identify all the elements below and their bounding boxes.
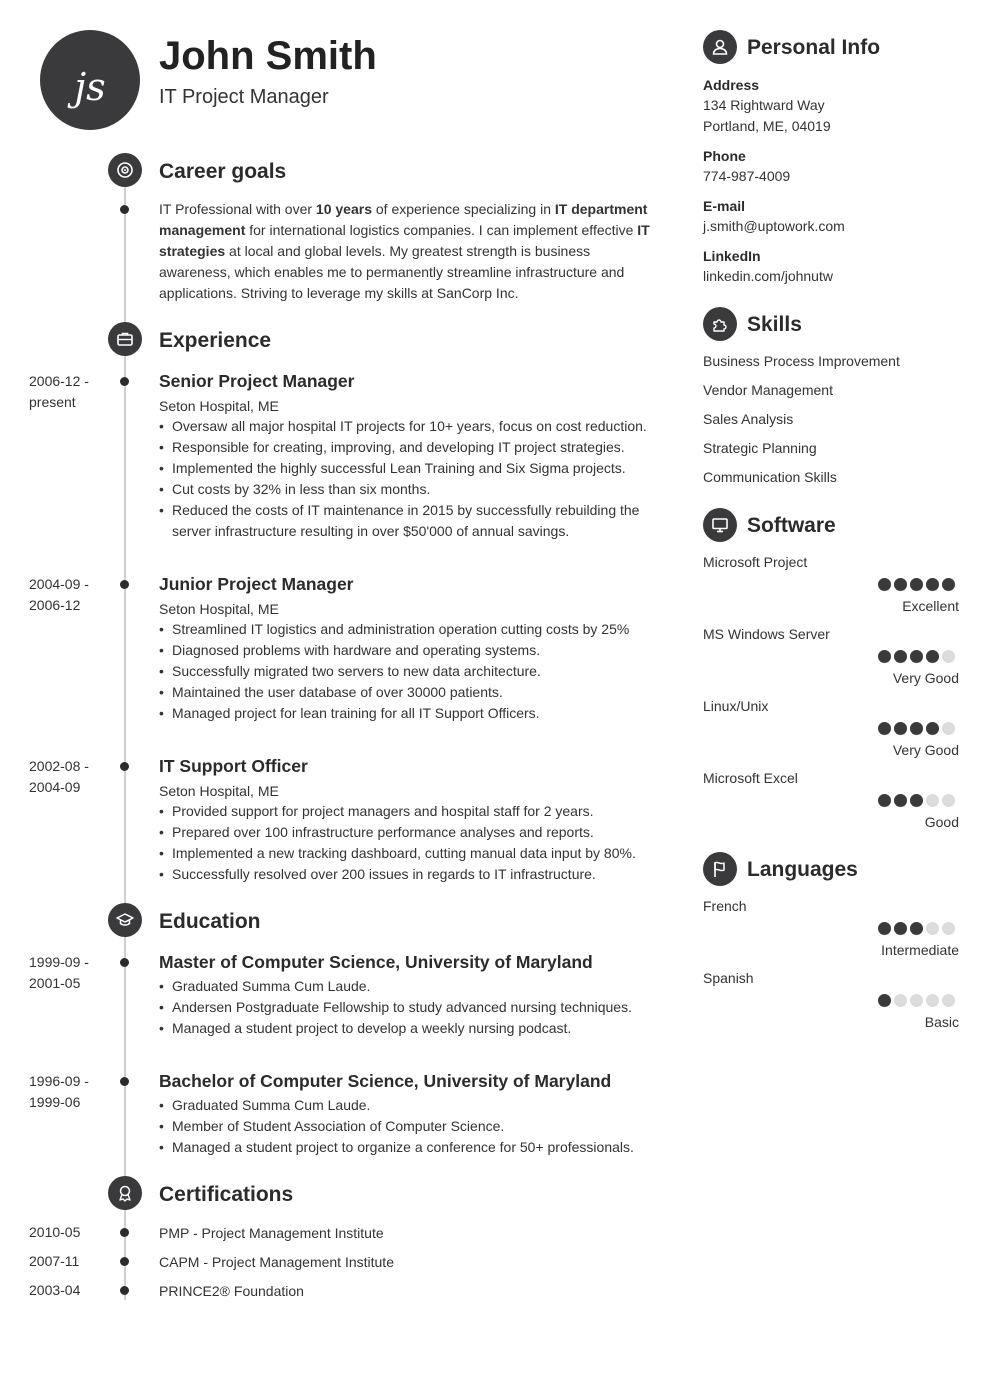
list-item: • Reduced the costs of IT maintenance in 2015 by successfully rebuilding the server infrastructure resulting in over $50'000 of annual savings. (159, 500, 654, 542)
rating-dot-filled (926, 578, 939, 591)
timeline-dot (120, 1077, 129, 1086)
job-title: Junior Project Manager (159, 574, 354, 594)
rating-dots (878, 994, 955, 1007)
language-name: Spanish (703, 970, 754, 986)
certification-date: 2007-11 (29, 1253, 80, 1269)
job-bullets (159, 416, 654, 542)
rating-label: Excellent (902, 598, 959, 614)
rating-label: Intermediate (881, 942, 959, 958)
certification-date: 2003-04 (29, 1282, 81, 1298)
rating-dot-filled (894, 650, 907, 663)
timeline-dot (120, 958, 129, 967)
list-item: • Responsible for creating, improving, and developing IT project strategies. (159, 437, 654, 458)
degree-title: Master of Computer Science, University of Maryland (159, 952, 593, 972)
certification-name: PRINCE2® Foundation (159, 1283, 304, 1299)
briefcase-icon (108, 322, 142, 356)
list-item: • Diagnosed problems with hardware and operating systems. (159, 640, 654, 661)
timeline-dot (120, 377, 129, 386)
rating-dot-empty (942, 794, 955, 807)
email-link[interactable]: j.smith@uptowork.com (703, 218, 845, 234)
phone-label: Phone (703, 148, 746, 164)
skill-item: Strategic Planning (703, 440, 817, 456)
address-line-2: Portland, ME, 04019 (703, 118, 831, 134)
list-item: • Implemented a new tracking dashboard, cutting manual data input by 80%. (159, 843, 654, 864)
list-item: • Prepared over 100 infrastructure performance analyses and reports. (159, 822, 654, 843)
rating-label: Good (924, 814, 959, 830)
job-title: Senior Project Manager (159, 371, 355, 391)
skills-heading: Skills (747, 313, 802, 336)
rating-dot-filled (910, 922, 923, 935)
list-item: • Managed project for lean training for all IT Support Officers. (159, 703, 654, 724)
puzzle-icon (703, 307, 737, 341)
graduation-cap-icon (108, 903, 142, 937)
target-icon (108, 153, 142, 187)
rating-dot-filled (910, 578, 923, 591)
software-name: MS Windows Server (703, 626, 830, 642)
rating-dots (878, 722, 955, 735)
list-item: • Andersen Postgraduate Fellowship to study advanced nursing techniques. (159, 997, 654, 1018)
job-date: 2004-09 - 2006-12 (29, 576, 89, 613)
rating-dot-empty (942, 922, 955, 935)
certification-date: 2010-05 (29, 1224, 81, 1240)
rating-dot-filled (894, 722, 907, 735)
personal-info-heading: Personal Info (747, 36, 881, 59)
list-item: • Graduated Summa Cum Laude. (159, 976, 654, 997)
rating-dot-filled (878, 722, 891, 735)
rating-dot-filled (878, 922, 891, 935)
education-heading: Education (159, 910, 261, 933)
list-item: • Streamlined IT logistics and administration operation cutting costs by 25% (159, 619, 654, 640)
certification-name: PMP - Project Management Institute (159, 1225, 384, 1241)
user-icon (703, 30, 737, 64)
timeline-dot (120, 580, 129, 589)
skill-item: Vendor Management (703, 382, 833, 398)
list-item: • Maintained the user database of over 30000 patients. (159, 682, 654, 703)
rating-dot-filled (878, 794, 891, 807)
job-date: 2006-12 - present (29, 373, 89, 410)
rating-dot-filled (926, 650, 939, 663)
rating-dots (878, 578, 955, 591)
rating-dot-empty (926, 994, 939, 1007)
candidate-title: IT Project Manager (159, 86, 329, 108)
certification-name: CAPM - Project Management Institute (159, 1254, 394, 1270)
candidate-name: John Smith (159, 34, 377, 78)
language-name: French (703, 898, 747, 914)
rating-dot-empty (942, 994, 955, 1007)
software-name: Microsoft Excel (703, 770, 798, 786)
rating-dots (878, 922, 955, 935)
rating-dot-filled (878, 578, 891, 591)
award-ribbon-icon (108, 1176, 142, 1210)
list-item: • Managed a student project to develop a weekly nursing podcast. (159, 1018, 654, 1039)
list-item: • Successfully migrated two servers to new data architecture. (159, 661, 654, 682)
job-bullets (159, 801, 654, 885)
skill-item: Communication Skills (703, 469, 837, 485)
list-item: • Provided support for project managers and hospital staff for 2 years. (159, 801, 654, 822)
list-item: • Cut costs by 32% in less than six months. (159, 479, 654, 500)
timeline-dot (120, 1257, 129, 1266)
degree-title: Bachelor of Computer Science, University of Maryland (159, 1071, 612, 1091)
rating-label: Basic (924, 1014, 959, 1030)
job-employer: Seton Hospital, ME (159, 601, 279, 617)
timeline-dot (120, 205, 129, 214)
job-employer: Seton Hospital, ME (159, 398, 279, 414)
education-date: 1999-09 - 2001-05 (29, 954, 89, 991)
flag-icon (703, 852, 737, 886)
skill-item: Sales Analysis (703, 411, 794, 427)
education-bullets (159, 1095, 654, 1158)
list-item: • Managed a student project to organize a conference for 50+ professionals. (159, 1137, 654, 1158)
certifications-heading: Certifications (159, 1183, 294, 1206)
career-goals-heading: Career goals (159, 160, 287, 183)
timeline-dot (120, 762, 129, 771)
rating-dot-filled (910, 722, 923, 735)
linkedin-label: LinkedIn (703, 248, 761, 264)
list-item: • Graduated Summa Cum Laude. (159, 1095, 654, 1116)
avatar-initials: js (74, 65, 106, 109)
rating-dot-filled (910, 794, 923, 807)
list-item: • Oversaw all major hospital IT projects for 10+ years, focus on cost reduction. (159, 416, 654, 437)
job-title: IT Support Officer (159, 756, 308, 776)
rating-dots (878, 794, 955, 807)
rating-dot-filled (894, 794, 907, 807)
rating-dot-empty (942, 722, 955, 735)
rating-dot-filled (926, 722, 939, 735)
timeline-dot (120, 1286, 129, 1295)
phone-value: 774-987-4009 (703, 168, 791, 184)
job-date: 2002-08 - 2004-09 (29, 758, 89, 795)
rating-dot-filled (878, 994, 891, 1007)
list-item: • Successfully resolved over 200 issues in regards to IT infrastructure. (159, 864, 654, 885)
list-item: • Member of Student Association of Computer Science. (159, 1116, 654, 1137)
job-employer: Seton Hospital, ME (159, 783, 279, 799)
software-heading: Software (747, 514, 836, 537)
rating-label: Very Good (892, 742, 959, 758)
avatar (40, 30, 140, 130)
rating-dot-filled (878, 650, 891, 663)
job-bullets (159, 619, 654, 724)
skill-item: Business Process Improvement (703, 353, 900, 369)
rating-dot-filled (894, 578, 907, 591)
rating-dot-empty (926, 922, 939, 935)
rating-dots (878, 650, 955, 663)
education-date: 1996-09 - 1999-06 (29, 1073, 89, 1110)
rating-dot-empty (942, 650, 955, 663)
rating-dot-empty (894, 994, 907, 1007)
education-bullets (159, 976, 654, 1039)
rating-dot-empty (926, 794, 939, 807)
list-item: • Implemented the highly successful Lean Training and Six Sigma projects. (159, 458, 654, 479)
software-name: Linux/Unix (703, 698, 769, 714)
rating-dot-empty (910, 994, 923, 1007)
monitor-icon (703, 508, 737, 542)
linkedin-link[interactable]: linkedin.com/johnutw (703, 268, 833, 284)
rating-label: Very Good (892, 670, 959, 686)
software-name: Microsoft Project (703, 554, 808, 570)
email-label: E-mail (703, 198, 746, 214)
languages-heading: Languages (747, 858, 858, 881)
experience-heading: Experience (159, 329, 272, 352)
address-line-1: 134 Rightward Way (703, 97, 825, 113)
rating-dot-filled (894, 922, 907, 935)
rating-dot-filled (910, 650, 923, 663)
rating-dot-filled (942, 578, 955, 591)
timeline-dot (120, 1228, 129, 1237)
career-summary: IT Professional with over 10 years of experience specializing in IT department management for international logistics companies. I can implement effective IT strategies at local and global levels. My greatest strength is business awareness, which enables me to permanently streamline infrastructure and applications. Striving to leverage my skills at SanCorp Inc. (159, 201, 650, 301)
address-label: Address (703, 77, 760, 93)
